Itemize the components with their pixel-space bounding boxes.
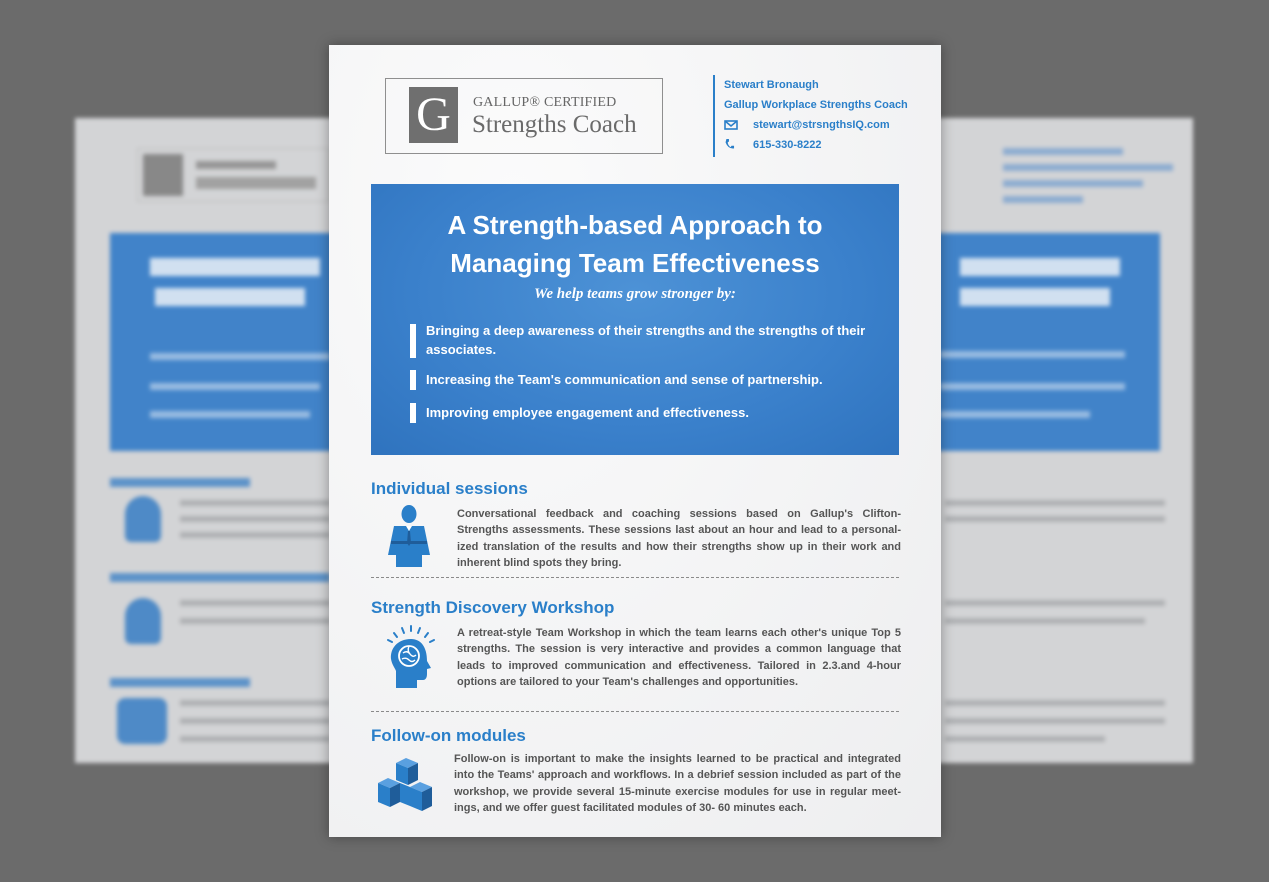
banner-bullet xyxy=(410,370,880,390)
headline-banner xyxy=(371,184,899,455)
logo-certified-text: GALLUP® CERTIFIED xyxy=(473,95,617,110)
cubes-icon xyxy=(376,757,444,813)
banner-bullet xyxy=(410,321,880,359)
banner-subtitle: We help teams grow stronger by: xyxy=(534,286,736,302)
flyer-page xyxy=(329,45,941,837)
email-icon xyxy=(724,119,738,131)
background-contact xyxy=(1003,148,1173,208)
contact-email[interactable]: stewart@strsngthsIQ.com xyxy=(753,119,890,131)
banner-bullet xyxy=(410,403,880,423)
contact-title: Gallup Workplace Strengths Coach xyxy=(724,99,908,111)
logo-coach-text: Strengths Coach xyxy=(472,111,637,138)
contact-block xyxy=(713,75,908,157)
phone-icon xyxy=(724,139,738,151)
section-title-individual: Individual sessions xyxy=(371,479,528,498)
contact-phone[interactable]: 615-330-8222 xyxy=(753,139,822,151)
bullet-text: Increasing the Team's communication and sense of partnership. xyxy=(426,372,823,387)
logo-letter: G xyxy=(409,87,458,143)
title-line-1: A Strength-based Approach to xyxy=(447,210,823,240)
brain-head-icon xyxy=(383,625,439,689)
bullet-text: Improving employee engagement and effectiveness. xyxy=(426,405,749,420)
section-text-workshop: A retreat-style Team Workshop in which the team learns each other's unique Top 5 strengths. The session is very interactive and provides a common language that leads to improved communication and effectiveness. Tailored in 2.3.and 4-hour options are tailored to your Team's challenges and opportunities. xyxy=(457,627,901,688)
section-title-workshop: Strength Discovery Workshop xyxy=(371,598,615,617)
section-divider xyxy=(371,711,899,712)
bullet-bar-icon xyxy=(410,403,416,423)
gallup-logo xyxy=(385,78,663,154)
contact-name: Stewart Bronaugh xyxy=(724,79,819,91)
title-line-2: Managing Team Effectiveness xyxy=(450,248,820,278)
bullet-text: Bringing a deep awareness of their strengths and the strengths of their associates. xyxy=(426,323,866,357)
section-title-followon: Follow-on modules xyxy=(371,726,526,745)
bullet-bar-icon xyxy=(410,370,416,390)
section-text-followon: Follow-on is important to make the insights learned to be practical and integrated into the Teams' approach and workflows. In a debrief session included as part of the workshop, we provide several 15-minute exercise modules for use in regular meet-ings, and we offer guest facilitated modules of 30- 60 minutes each. xyxy=(454,753,901,814)
section-text-individual: Conversational feedback and coaching sessions based on Gallup's Clifton-Strengths assessments. These sessions last about an hour and lead to a personal-ized translation of the results and how their strengths show up in their work and inherent blind spots they bring. xyxy=(457,508,901,569)
businessman-icon xyxy=(386,505,432,567)
section-divider xyxy=(371,577,899,578)
page-title xyxy=(371,206,899,282)
bullet-bar-icon xyxy=(410,324,416,358)
background-logo xyxy=(137,148,329,202)
